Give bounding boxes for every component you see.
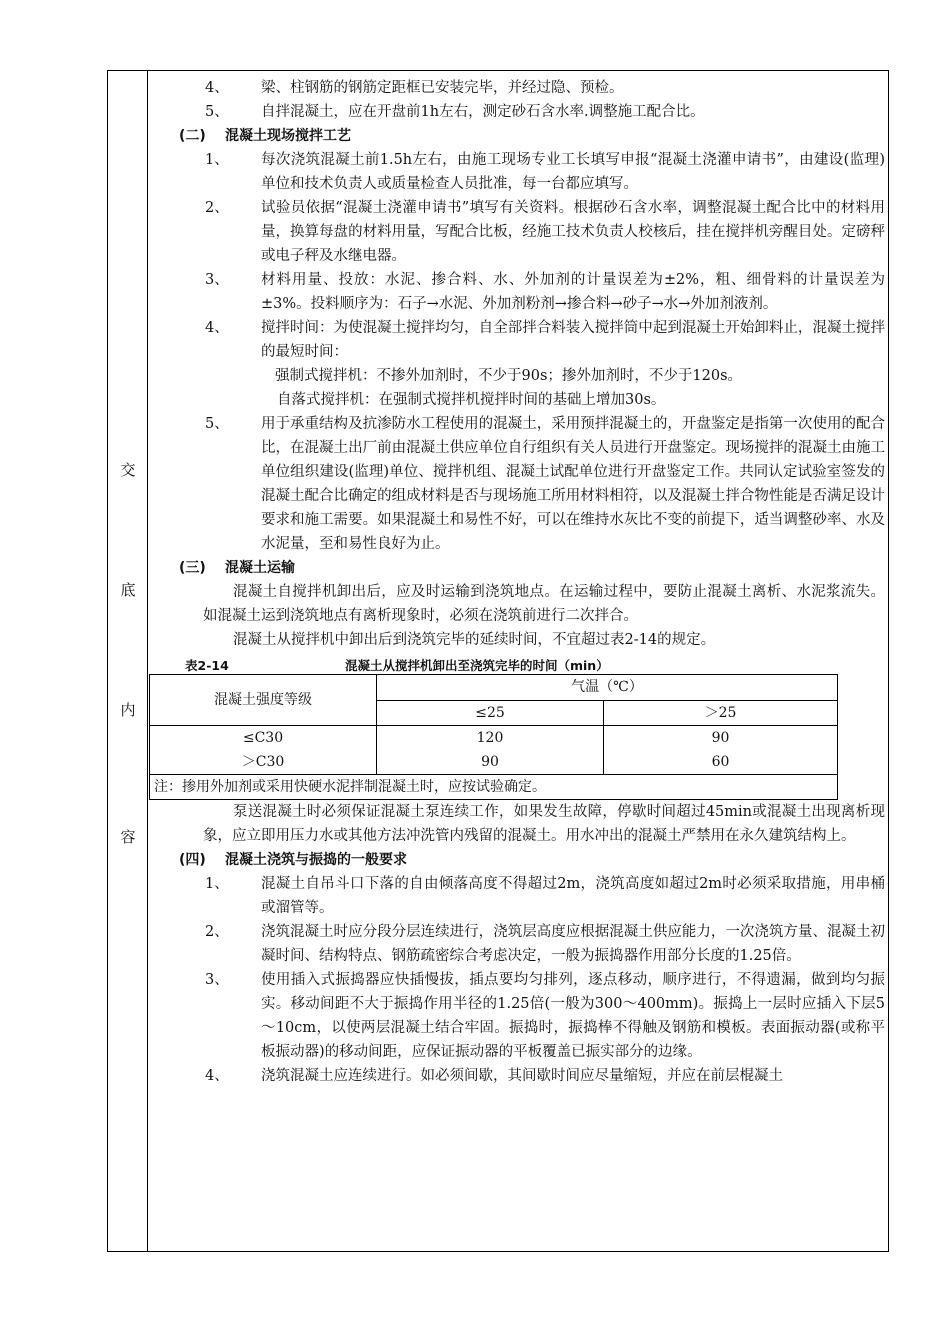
table-cell: 90 — [604, 726, 838, 751]
side-label-char: 内 — [120, 701, 136, 719]
content-area — [149, 76, 885, 1088]
table-cell: ＞C30 — [150, 750, 377, 775]
item-number: 1、 — [205, 152, 229, 168]
paragraph: 泵送混凝土时必须保证混凝土泵连续工作，如果发生故障，停歇时间超过45min或混凝土出现离析现象，应立即用压力水或其他方法冲洗管内残留的混凝土。用水冲出的混凝土严禁用在永久建筑结构上。 — [203, 804, 885, 844]
table-cell: ≤C30 — [150, 726, 377, 751]
item-text: 搅拌时间：为使混凝土搅拌均匀，自全部拌合料装入搅拌筒中起到混凝土开始卸料止，混凝土搅拌的最短时间： — [261, 320, 885, 360]
item-number: 3、 — [205, 272, 229, 288]
item-number: 2、 — [205, 924, 229, 940]
table-cell: 60 — [604, 750, 838, 775]
item-text: 浇筑混凝土时应分段分层连续进行，浇筑层高度应根据混凝土供应能力，一次浇筑方量、混凝土初凝时间、结构特点、钢筋疏密综合考虑决定，一般为振捣器作用部分长度的1.25倍。 — [261, 924, 885, 964]
item-text: 梁、柱钢筋的钢筋定距框已安装完毕，并经过隐、预检。 — [261, 80, 624, 96]
table-cell: 90 — [377, 750, 604, 775]
header-temp-low: ≤25 — [377, 700, 604, 726]
item-text: 自拌混凝土，应在开盘前1h左右，测定砂石含水率.调整施工配合比。 — [261, 104, 705, 120]
section-label: (三) — [179, 560, 206, 576]
section-title: 混凝土浇筑与振捣的一般要求 — [225, 852, 407, 868]
table-note-row — [150, 775, 838, 800]
item-number: 3、 — [205, 972, 229, 988]
item-text: 浇筑混凝土应连续进行。如必须间歇，其间歇时间应尽量缩短，并应在前层棍凝土 — [261, 1068, 783, 1084]
header-temperature: 气温（℃） — [377, 675, 838, 701]
list-item — [149, 268, 885, 316]
header-grade: 混凝土强度等级 — [150, 675, 377, 726]
sub-item: 强制式搅拌机：不掺外加剂时，不少于90s；掺外加剂时，不少于120s。 — [275, 368, 743, 384]
list-item — [149, 148, 885, 196]
list-item — [149, 316, 885, 364]
side-label-char: 交 — [120, 461, 136, 479]
header-temp-high: ＞25 — [604, 700, 838, 726]
table-row — [150, 726, 838, 751]
sub-item: 自落式搅拌机：在强制式搅拌机搅拌时间的基础上增加30s。 — [277, 392, 666, 408]
side-label-char: 底 — [120, 581, 136, 599]
item-text: 材料用量、投放：水泥、掺合料、水、外加剂的计量误差为±2%，粗、细骨料的计量误差为±3%。投料顺序为：石子→水泥、外加剂粉剂→掺合料→砂子→水→外加剂液剂。 — [261, 272, 885, 312]
item-text: 用于承重结构及抗渗防水工程使用的混凝土，采用预拌混凝土的，开盘鉴定是指第一次使用的配合比，在混凝土出厂前由混凝土供应单位自行组织有关人员进行开盘鉴定。现场搅拌的混凝土由施工单位组织建设(监理)单位、搅拌机组、混凝土试配单位进行开盘鉴定工作。共同认定试验室签发的混凝土配合比确定的组成材料是否与现场施工所用材料相符，以及混凝土拌合物性能是否满足设计要求和施工需要。如果混凝土和易性不好，可以在维持水灰比不变的前提下，适当调整砂率、水及水泥量，至和易性良好为止。 — [261, 416, 885, 552]
list-item — [149, 920, 885, 968]
item-text: 试验员依据“混凝土浇灌申请书”填写有关资料。根据砂石含水率，调整混凝土配合比中的材料用量，换算每盘的材料用量，写配合比板，经施工技术负责人校核后，挂在搅拌机旁醒目处。定磅秤或电子秤及水继电器。 — [261, 200, 885, 264]
section-label: (二) — [179, 128, 206, 144]
section-heading — [149, 124, 885, 148]
paragraph: 混凝土自搅拌机卸出后，应及时运输到浇筑地点。在运输过程中，要防止混凝土离析、水泥浆流失。如混凝土运到浇筑地点有离析现象时，必须在浇筑前进行二次拌合。 — [203, 584, 885, 624]
paragraph: 混凝土从搅拌机中卸出后到浇筑完毕的延续时间，不宜超过表2-14的规定。 — [233, 632, 716, 648]
table-caption — [149, 652, 885, 674]
item-number: 4、 — [205, 1068, 229, 1084]
item-text: 使用插入式振捣器应快插慢拔，插点要均匀排列，逐点移动，顺序进行，不得遗漏，做到均匀振实。移动间距不大于振捣作用半径的1.25倍(一般为300～400mm)。振捣上一层时应插入下层5～10cm，以使两层混凝土结合牢固。振捣时，振捣棒不得触及钢筋和模板。表面振动器(或称平板振动器)的移动间距，应保证振动器的平板覆盖已振实部分的边缘。 — [261, 972, 885, 1060]
list-item — [149, 968, 885, 1064]
item-number: 5、 — [205, 104, 229, 120]
time-table — [149, 674, 838, 800]
table-cell: 120 — [377, 726, 604, 751]
item-text: 混凝土自吊斗口下落的自由倾落高度不得超过2m，浇筑高度如超过2m时必须采取措施，用串桶或溜管等。 — [261, 876, 885, 916]
list-item — [149, 1064, 885, 1088]
section-heading — [149, 848, 885, 872]
list-item — [149, 196, 885, 268]
list-item — [149, 100, 885, 124]
item-number: 4、 — [205, 320, 229, 336]
section-title: 混凝土运输 — [225, 560, 295, 576]
list-item — [149, 76, 885, 100]
item-number: 4、 — [205, 80, 229, 96]
item-number: 1、 — [205, 876, 229, 892]
list-item — [149, 412, 885, 556]
table-row — [150, 750, 838, 775]
item-text: 每次浇筑混凝土前1.5h左右，由施工现场专业工长填写申报“混凝土浇灌申请书”，由建设(监理)单位和技术负责人或质量检查人员批准，每一台都应填写。 — [261, 152, 885, 192]
section-label: (四) — [179, 852, 206, 868]
side-label-char: 容 — [120, 828, 136, 846]
table-header-row — [150, 675, 838, 701]
table-note: 注：掺用外加剂或采用快硬水泥拌制混凝土时，应按试验确定。 — [150, 775, 838, 800]
item-number: 2、 — [205, 200, 229, 216]
table-title: 混凝土从搅拌机卸出至浇筑完毕的时间（min） — [345, 658, 609, 673]
table-number: 表2-14 — [185, 658, 229, 673]
section-title: 混凝土现场搅拌工艺 — [225, 128, 351, 144]
section-heading — [149, 556, 885, 580]
list-item — [149, 872, 885, 920]
column-divider — [147, 70, 148, 1252]
item-number: 5、 — [205, 416, 229, 432]
